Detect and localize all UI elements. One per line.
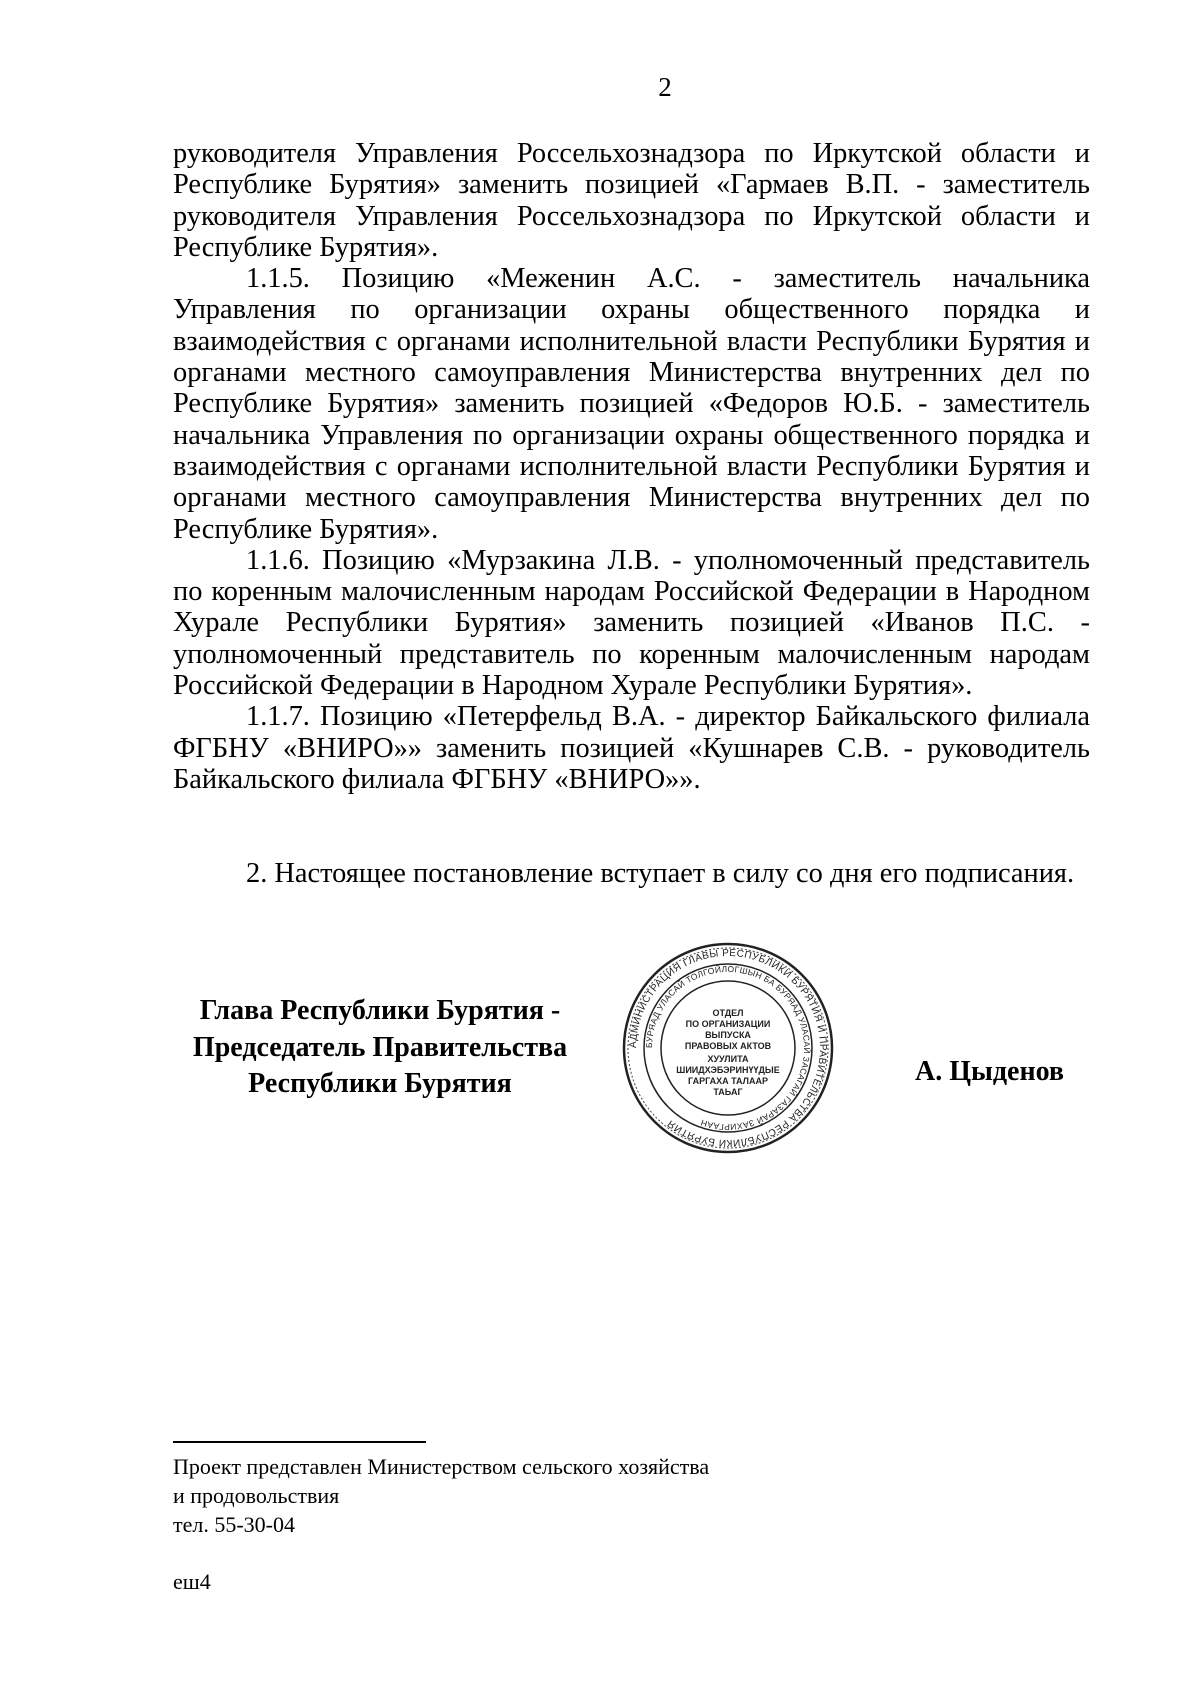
signer-position — [170, 993, 590, 1103]
seal-outer-text: АДМИНИСТРАЦИЯ ГЛАВЫ РЕСПУБЛИКИ БУРЯТИЯ И ПРАВИТЕЛЬСТВА РЕСПУБЛИКИ БУРЯТИЯ — [627, 947, 829, 1149]
paragraph-1-1-6: 1.1.6. Позицию «Мурзакина Л.В. - уполномоченный представитель по коренным малочисленным народам Российской Федерации в Народном Хурале Республики Бурятия» заменить позицией «Иванов П.С. - уполномоченный представитель по коренным малочисленным народам Российской Федерации в Народном Хурале Республики Бурятия». — [173, 544, 1090, 702]
seal-center-line: ПРАВОВЫХ АКТОВ — [684, 1041, 772, 1051]
document-body — [173, 138, 1090, 795]
signer-position-line: Председатель Правительства — [192, 1031, 568, 1063]
paragraph-continuation: руководителя Управления Россельхознадзора по Иркутской области и Республике Бурятия» заменить позицией «Гармаев В.П. - заместитель руководителя Управления Россельхознадзора по Иркутской области и Республике Бурятия». — [173, 138, 1090, 263]
seal-center-line: ВЫПУСКА — [705, 1030, 751, 1040]
seal-center-line: ПО ОРГАНИЗАЦИИ — [685, 1019, 771, 1029]
signer-name: А. Цыденов — [915, 1056, 1065, 1087]
official-seal-stamp — [622, 942, 834, 1154]
seal-center-line: ТАЬАГ — [713, 1087, 743, 1097]
paragraph-1-1-5: 1.1.5. Позицию «Меженин А.С. - заместитель начальника Управления по организации охраны общественного порядка и взаимодействия с органами исполнительной власти Республики Бурятия и органами местного самоуправления Министерства внутренних дел по Республике Бурятия» заменить позицией «Федоров Ю.Б. - заместитель начальника Управления по организации охраны общественного порядка и взаимодействия с органами исполнительной власти Республики Бурятия и органами местного самоуправления Министерства внутренних дел по Республике Бурятия». — [173, 263, 1090, 545]
paragraph-1-1-7: 1.1.7. Позицию «Петерфельд В.А. - директор Байкальского филиала ФГБНУ «ВНИРО»» заменить позицией «Кушнарев С.В. - руководитель Байкальского филиала ФГБНУ «ВНИРО»». — [173, 701, 1090, 795]
executor-code: еш4 — [173, 1569, 211, 1594]
paragraph-effective-date: 2. Настоящее постановление вступает в силу со дня его подписания. — [246, 858, 1075, 889]
footnote — [173, 1452, 709, 1539]
footnote-line: тел. 55-30-04 — [173, 1512, 296, 1537]
signer-position-line: Глава Республики Бурятия - — [199, 995, 561, 1026]
footnote-line: и продовольствия — [173, 1483, 340, 1508]
seal-center-line: ГАРГАХА ТАЛААР — [688, 1076, 768, 1086]
seal-inner-text: БУРЯАД УЛАСАЙ ТОЛГОЙЛОГШЫН БА БУРЯАД УЛАСАЙ ЗАСАГАЙ ГАЗАРАЙ ЗАХИРГААН — [643, 963, 813, 1133]
signer-position-line: Республики Бурятия — [248, 1068, 512, 1099]
seal-center-line: ОТДЕЛ — [712, 1008, 744, 1018]
footnote-divider — [173, 1441, 426, 1443]
seal-center-line: ХУУЛИТА — [707, 1054, 749, 1064]
page-number: 2 — [658, 72, 672, 102]
footnote-line: Проект представлен Министерством сельского хозяйства — [173, 1454, 710, 1479]
seal-center-line: ШИИДХЭБЭРИНҮҮДЫЕ — [676, 1065, 780, 1075]
